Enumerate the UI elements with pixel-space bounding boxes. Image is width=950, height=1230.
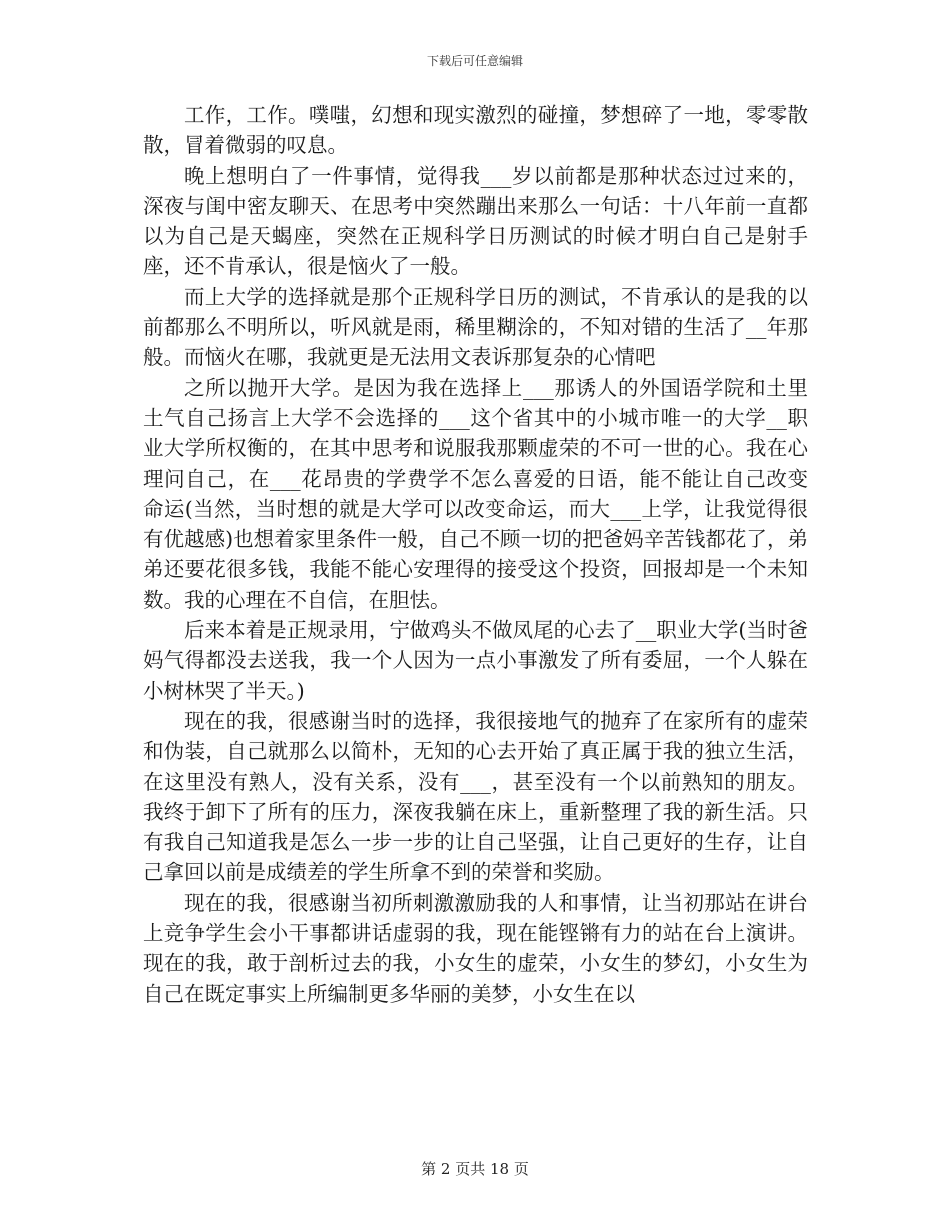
paragraph-5: 后来本着是正规录用，宁做鸡头不做凤尾的心去了__职业大学(当时爸妈气得都没去送我，我一个人因为一点小事激发了所有委屈，一个人躲在小树林哭了半天。)	[143, 618, 808, 703]
document-body	[143, 100, 808, 1009]
page-number-footer: 第 2 页共 18 页	[421, 1160, 529, 1178]
paragraph-1: 工作，工作。噗嗤，幻想和现实激烈的碰撞，梦想碎了一地，零零散散，冒着微弱的叹息。	[143, 103, 808, 158]
paragraph-2: 晚上想明白了一件事情，觉得我___岁以前都是那种状态过过来的，深夜与闺中密友聊天、在思考中突然蹦出来那么一句话：十八年前一直都以为自己是天蝎座，突然在正规科学日历测试的时候才明白自己是射手座，还不肯承认，很是恼火了一般。	[143, 163, 808, 279]
paragraph-3: 而上大学的选择就是那个正规科学日历的测试，不肯承认的是我的以前都那么不明所以，听风就是雨，稀里糊涂的，不知对错的生活了__年那般。而恼火在哪，我就更是无法用文表诉那复杂的心情吧	[143, 284, 808, 370]
paragraph-6: 现在的我，很感谢当时的选择，我很接地气的抛弃了在家所有的虚荣和伪装，自己就那么以简朴，无知的心去开始了真正属于我的独立生活，在这里没有熟人，没有关系，没有___，甚至没有一个以前熟知的朋友。我终于卸下了所有的压力，深夜我躺在床上，重新整理了我的新生活。只有我自己知道我是怎么一步一步的让自己坚强，让自己更好的生存，让自己拿回以前是成绩差的学生所拿不到的荣誉和奖励。	[143, 708, 808, 885]
paragraph-4: 之所以抛开大学。是因为我在选择上___那诱人的外国语学院和土里土气自己扬言上大学不会选择的___这个省其中的小城市唯一的大学__职业大学所权衡的，在其中思考和说服我那颗虚荣的不可一世的心。我在心理问自己，在___花昂贵的学费学不怎么喜爱的日语，能不能让自己改变命运(当然，当时想的就是大学可以改变命运，而大___上学，让我觉得很有优越感)也想着家里条件一般，自己不顾一切的把爸妈辛苦钱都花了，弟弟还要花很多钱，我能不能心安理得的接受这个投资，回报却是一个未知数。我的心理在不自信，在胆怯。	[143, 375, 808, 612]
paragraph-7: 现在的我，很感谢当初所刺激激励我的人和事情，让当初那站在讲台上竞争学生会小干事都讲话虚弱的我，现在能铿锵有力的站在台上演讲。现在的我，敢于剖析过去的我，小女生的虚荣，小女生的梦幻，小女生为自己在既定事实上所编制更多华丽的美梦，小女生在以	[143, 890, 808, 1006]
page-header: 下载后可任意编辑	[426, 54, 523, 68]
